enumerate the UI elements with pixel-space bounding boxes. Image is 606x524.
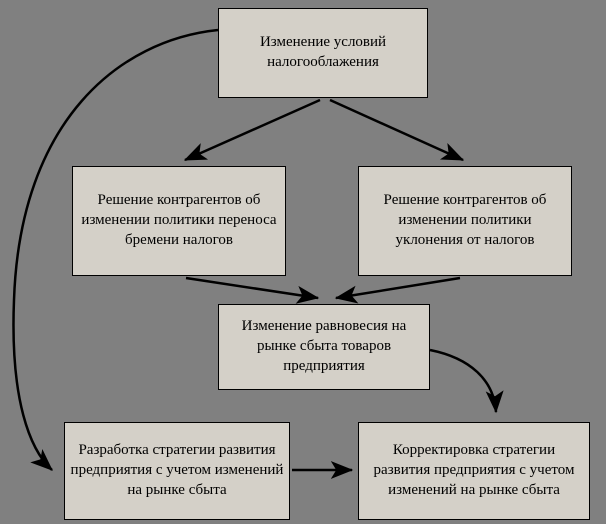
- node-strategy-correction[interactable]: [358, 422, 590, 520]
- connector-evasion-policy-to-equilibrium: [336, 278, 460, 298]
- connector-tax-to-transfer-policy: [185, 100, 320, 160]
- node-counterparties-transfer-policy[interactable]: [72, 166, 286, 276]
- connector-equilibrium-to-strategy-correction: [430, 350, 496, 412]
- node-counterparties-evasion-policy[interactable]: [358, 166, 572, 276]
- connector-tax-to-evasion-policy: [330, 100, 463, 160]
- node-label: Разработка стратегии развития предприятия с учетом изменений на рынке сбыта: [70, 442, 284, 498]
- node-label: Решение контрагентов об изменении политики переноса бремени налогов: [81, 192, 277, 248]
- node-market-equilibrium-change[interactable]: [218, 304, 430, 390]
- connector-transfer-policy-to-equilibrium: [186, 278, 318, 298]
- node-label: Изменение равновесия на рынке сбыта товаров предприятия: [241, 318, 407, 374]
- node-label: Изменение условий налогооблажения: [259, 34, 387, 70]
- node-tax-conditions-change[interactable]: [218, 8, 428, 98]
- node-strategy-development[interactable]: [64, 422, 290, 520]
- node-label: Решение контрагентов об изменении политики уклонения от налогов: [383, 192, 547, 248]
- node-label: Корректировка стратегии развития предприятия с учетом изменений на рынке сбыта: [373, 442, 575, 498]
